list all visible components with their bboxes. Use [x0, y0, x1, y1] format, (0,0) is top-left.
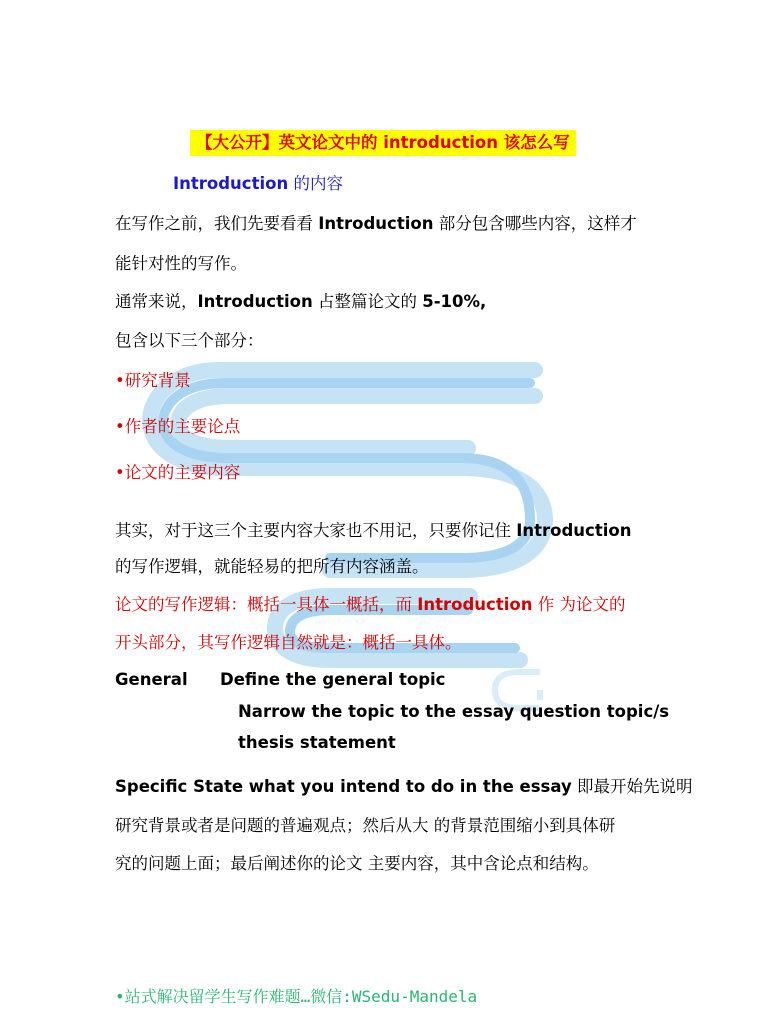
outline-thesis-text: thesis statement: [238, 733, 396, 752]
para2-line1: 通常来说，Introduction 占整篇论文的 5-10%,: [115, 292, 487, 311]
para5-line3: 究的问题上面；最后阐述你的论文 主要内容，其中含论点和结构。: [115, 854, 599, 873]
para4-line1: 论文的写作逻辑：概括一具体一概括，而 Introduction 作 为论文的: [115, 595, 626, 614]
para3-line1: 其实，对于这三个主要内容大家也不用记，只要你记住 Introduction: [115, 521, 632, 540]
para5-line1: Specific State what you intend to do in the essay 即最开始先说明: [115, 777, 693, 796]
para3-line2: 的写作逻辑，就能轻易的把所有内容涵盖。: [115, 557, 429, 576]
para1-line2: 能针对性的写作。: [115, 254, 247, 273]
bullet-item-2: •作者的主要论点: [115, 417, 241, 436]
outline-narrow-text: Narrow the topic to the essay question topic/s: [238, 702, 670, 721]
bullet-item-1: •研究背景: [115, 371, 191, 390]
subhead-en: Introduction: [173, 174, 289, 193]
outline-general-label: General: [115, 670, 188, 689]
outline-general-text: Define the general topic: [220, 670, 446, 689]
page-title: 【大公开】英文论文中的 introduction 该怎么写: [190, 130, 576, 156]
footer-contact: •站式解决留学生写作难题…微信:WSedu-Mandela: [115, 987, 478, 1006]
para4-line2: 开头部分，其写作逻辑自然就是：概括一具体。: [115, 633, 462, 652]
bullet-item-3: •论文的主要内容: [115, 463, 241, 482]
para5-line2: 研究背景或者是问题的普遍观点；然后从大 的背景范围缩小到具体研: [115, 816, 616, 835]
para2-line2: 包含以下三个部分：: [115, 331, 264, 350]
para1-line1: 在写作之前，我们先要看看 Introduction 部分包含哪些内容，这样才: [115, 214, 637, 233]
subhead-zh: 的内容: [288, 174, 343, 193]
section-subheading: [173, 173, 343, 195]
